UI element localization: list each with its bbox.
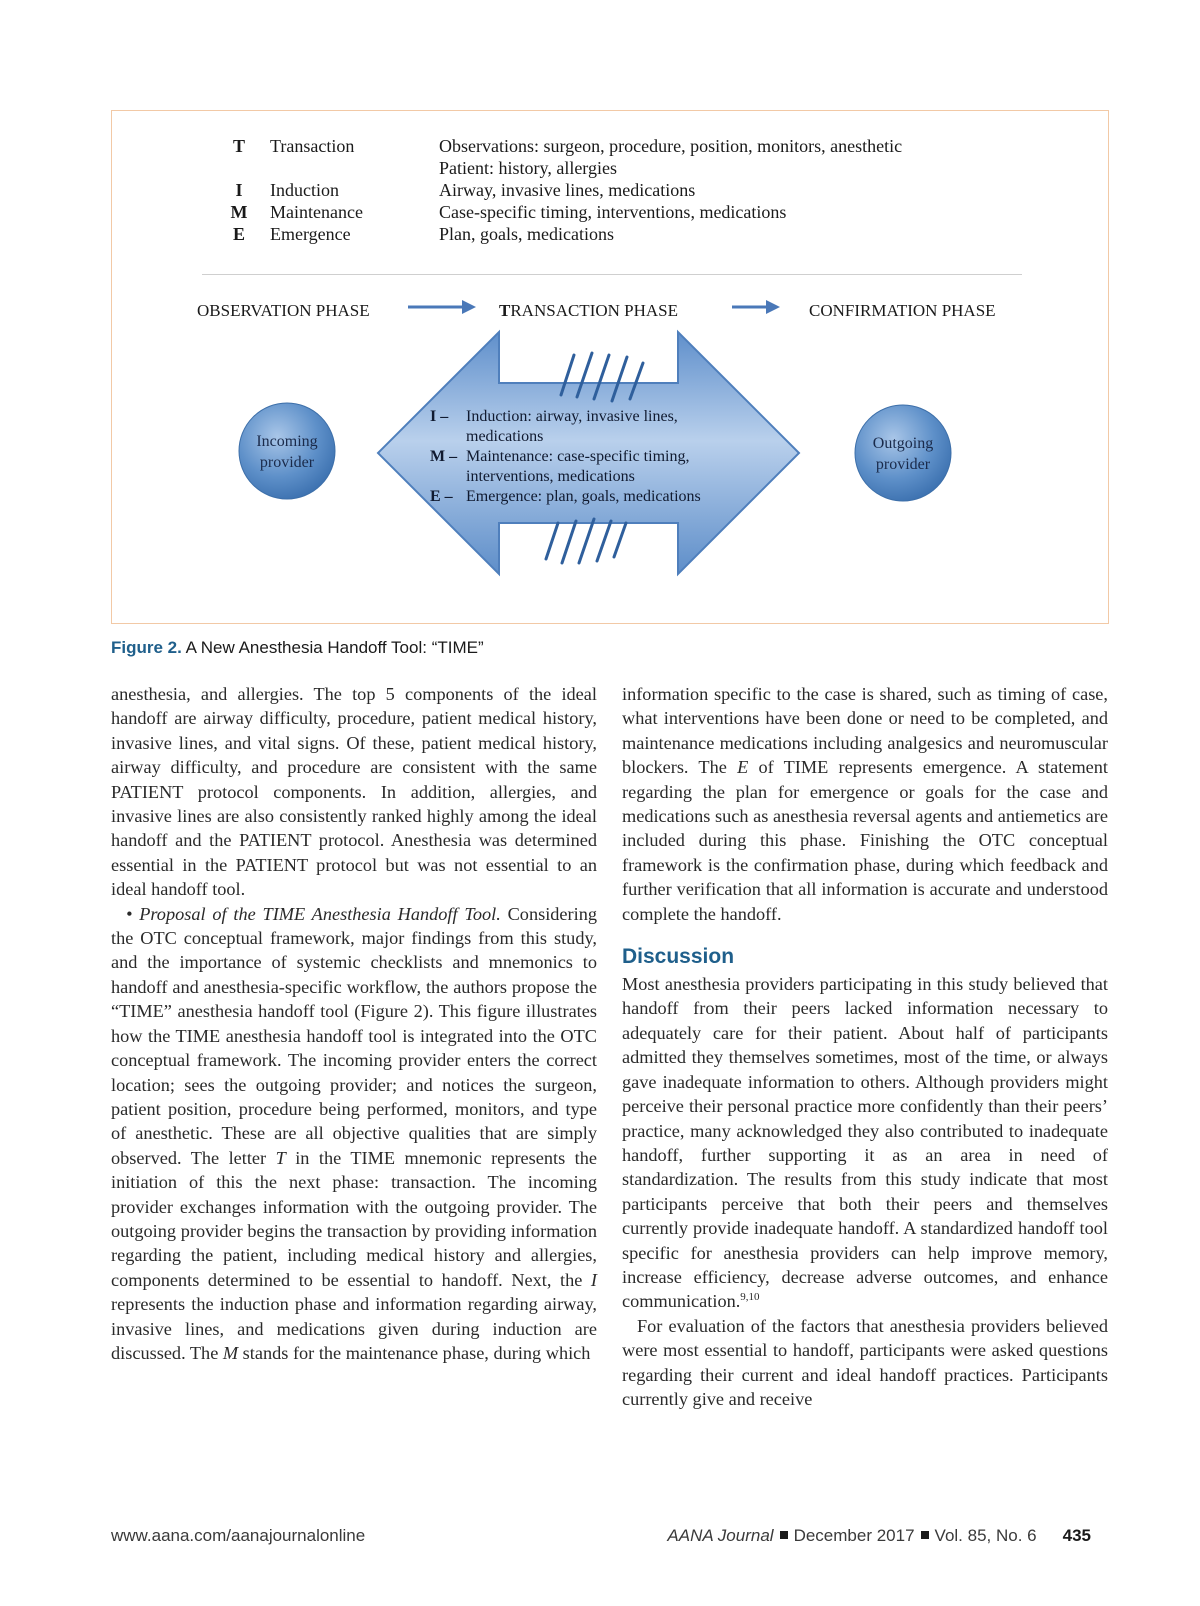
arrow-text: Induction: airway, invasive lines, [466,408,678,425]
right-paragraph-1: information specific to the case is shared, such as timing of case, what interventions have been done or need to be completed, and maintenance medications including analgesics and neuromuscular blockers. The E of TIME represents emergence. A statement regarding the plan for emergence or goals for the case and medications such as anesthesia reversal agents and antiemetics are included during this phase. Finishing the OTC conceptual framework is the confirmation phase, during which feedback and further verification that all information is accurate and understood complete the handoff. [622,684,1108,924]
footer-journal-info [667,1526,1091,1546]
arrow-item-induction-cont [430,427,543,447]
proposal-heading: • Proposal of the TIME Anesthesia Handoff Tool. [126,903,501,924]
observation-phase-label: OBSERVATION PHASE [197,301,370,320]
arrow-key: M – [430,448,458,465]
incoming-line-2: provider [259,454,315,471]
journal-volume: Vol. 85, No. 6 [934,1526,1037,1545]
arrow-item-emergence [430,487,701,507]
diagram-graphic [112,111,1108,623]
left-column [111,682,597,1365]
incoming-provider-label [237,431,337,473]
bullet-icon [921,1531,929,1539]
confirmation-phase-label: CONFIRMATION PHASE [809,301,996,320]
arrow-item-maintenance-cont [430,467,635,487]
incoming-line-1: Incoming [256,433,318,450]
journal-name: AANA Journal [667,1526,774,1545]
legend-phase: Induction [270,180,339,200]
journal-date: December 2017 [793,1526,915,1545]
arrow-key: I – [430,408,449,425]
right-paragraph-3: For evaluation of the factors that anesthesia providers believed were most essential to handoff, participants were asked questions regarding their current and ideal handoff practices. Participants currently give and receive [622,1315,1108,1409]
arrow-text: interventions, medications [466,468,635,485]
legend-desc: Airway, invasive lines, medications [439,180,696,200]
phase-arrow-2 [732,300,780,314]
arrow-item-induction [430,407,678,427]
right-column [622,682,1108,1411]
figure-caption-text: A New Anesthesia Handoff Tool: “TIME” [185,638,484,657]
transaction-rest: RANSACTION PHASE [510,301,679,320]
legend-desc: Observations: surgeon, procedure, position, monitors, anesthetic [439,136,903,156]
legend-letter: I [235,180,243,200]
legend-desc: Patient: history, allergies [439,158,617,178]
legend-phase: Transaction [270,136,355,156]
legend-phase: Emergence [270,224,351,244]
bullet-icon [780,1531,788,1539]
footer-url[interactable]: www.aana.com/aanajournalonline [111,1526,366,1545]
legend-letter: M [230,202,248,222]
right-paragraph-2: Most anesthesia providers participating in this study believed that handoff from their peers lacked information necessary to adequately care for their patient. About half of participants admitted they themselves sometimes, most of the time, or always gave inadequate information to others. Although providers might perceive their personal practice more confidently than their peers’ practice, many acknowledged they also contributed to inadequate handoff, further supporting it as an area in need of standardization. The results from this study indicate that most participants perceive that both their peers and themselves currently provide inadequate handoff. A standardized handoff tool specific for anesthesia providers can help improve memory, increase efficiency, decrease adverse outcomes, and enhance communication.$^{9,10}$ [622,974,1108,1312]
hatch-marks-bottom [546,519,626,563]
legend-letter: T [232,136,245,156]
left-paragraph-1: anesthesia, and allergies. The top 5 components of the ideal handoff are airway difficulty, procedure, patient medical history, invasive lines, and vital signs. Of these, patient medical history, airway difficulty, and procedure are consistent with the same PATIENT protocol components. In addition, allergies, and invasive lines are also consistently ranked highly among the ideal handoff and the PATIENT protocol. Anesthesia was determined essential in the PATIENT protocol but was not essential to an ideal handoff tool. [111,684,597,900]
legend-desc: Case-specific timing, interventions, medications [439,202,787,222]
legend-letter: E [232,224,245,244]
figure-box [111,110,1109,624]
arrow-key: E – [430,488,453,505]
left-paragraph-2: • Proposal of the TIME Anesthesia Handoff Tool. Considering the OTC conceptual framework, major findings from this study, and the importance of systemic checklists and mnemonics to handoff and anesthesia-specific workflow, the authors propose the “TIME” anesthesia handoff tool (Figure 2). This figure illustrates how the TIME anesthesia handoff tool is integrated into the OTC conceptual framework. The incoming provider enters the correct location; sees the outgoing provider; and notices the surgeon, patient position, procedure being performed, monitors, and type of anesthetic. These are all objective qualities that are simply observed. The letter T in the TIME mnemonic represents the initiation of this the next phase: transaction. The incoming provider exchanges information with the outgoing provider. The outgoing provider begins the transaction by providing information regarding the patient, including medical history and allergies, components determined to be essential to handoff. Next, the I represents the induction phase and information regarding airway, invasive lines, and medications given during induction are discussed. The M stands for the maintenance phase, during which [111,903,597,1363]
page-number: 435 [1062,1526,1091,1545]
outgoing-provider-label [853,433,953,475]
arrow-text: Emergence: plan, goals, medications [466,488,701,505]
outgoing-line-1: Outgoing [872,435,934,452]
phase-arrow-1 [408,300,476,314]
arrow-item-maintenance [430,447,689,467]
arrow-text: medications [466,428,544,445]
legend-phase: Maintenance [270,202,363,222]
figure-caption [111,638,484,658]
citation-superscript: 9,10 [740,1291,760,1304]
arrow-text: Maintenance: case-specific timing, [466,448,690,465]
transaction-phase-label [499,301,678,321]
figure-number: Figure 2. [111,638,182,657]
legend-desc: Plan, goals, medications [439,224,614,244]
discussion-heading: Discussion [622,945,735,969]
transaction-initial: T [499,301,511,320]
outgoing-line-2: provider [875,456,931,473]
